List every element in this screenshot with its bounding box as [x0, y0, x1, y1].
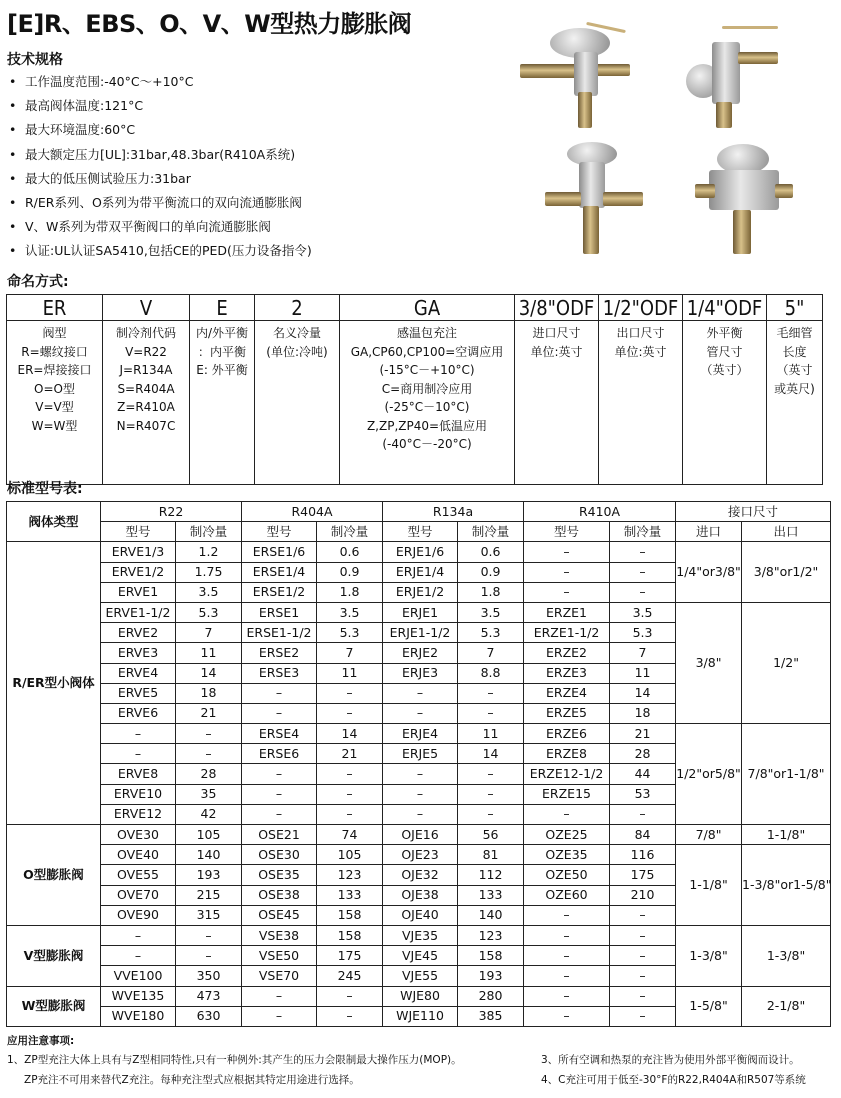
capacity-cell: –: [458, 804, 524, 824]
model-cell: –: [242, 764, 317, 784]
model-cell: ERSE1/4: [242, 562, 317, 582]
inlet-size-cell: 7/8": [676, 825, 742, 845]
capacity-cell: –: [458, 764, 524, 784]
model-cell: ERZE15: [524, 784, 610, 804]
capacity-cell: 215: [176, 885, 242, 905]
inlet-size-cell: 1/2"or5/8": [676, 724, 742, 825]
capacity-cell: 18: [176, 683, 242, 703]
model-cell: VJE55: [383, 966, 458, 986]
model-cell: ERSE1/2: [242, 582, 317, 602]
note-1-continued: ZP充注不可用来替代Z充注。每种充注型式应根据其特定用途进行选择。: [24, 1074, 360, 1086]
capacity-cell: 14: [176, 663, 242, 683]
capacity-cell: 3.5: [317, 602, 383, 622]
model-cell: ERVE2: [101, 623, 176, 643]
spec-item: • 认证:UL认证SA5410,包括CE的PED(压力设备指令): [7, 239, 512, 263]
capacity-cell: –: [458, 703, 524, 723]
capacity-cell: –: [610, 562, 676, 582]
capacity-cell: –: [317, 683, 383, 703]
naming-desc: 阀型 R=螺纹接口 ER=焊接接口 O=O型 V=V型 W=W型: [17, 326, 92, 433]
spec-item: • 最高阀体温度:121°C: [7, 94, 512, 118]
model-cell: WVE180: [101, 1006, 176, 1026]
specs-list: [7, 70, 512, 264]
capacity-cell: 35: [176, 784, 242, 804]
naming-code: 5": [767, 295, 823, 321]
capacity-cell: 315: [176, 905, 242, 925]
model-cell: ERZE5: [524, 703, 610, 723]
capacity-cell: 140: [176, 845, 242, 865]
model-cell: –: [524, 986, 610, 1006]
model-cell: ERJE1/2: [383, 582, 458, 602]
capacity-cell: 56: [458, 825, 524, 845]
naming-desc: 感温包充注 GA,CP60,CP100=空调应用 (-15°C－+10°C) C=商用制冷应用 (-25°C－10°C) Z,ZP,ZP40=低温应用 (-40°C－-20°C): [350, 326, 504, 451]
capacity-cell: 3.5: [610, 602, 676, 622]
inlet-size-cell: 3/8": [676, 602, 742, 723]
model-cell: ERZE1: [524, 602, 610, 622]
model-cell: OSE45: [242, 905, 317, 925]
capacity-cell: 7: [610, 643, 676, 663]
model-cell: OSE21: [242, 825, 317, 845]
capacity-cell: –: [317, 804, 383, 824]
capacity-cell: –: [610, 582, 676, 602]
naming-code: 2: [255, 295, 340, 321]
capacity-cell: 175: [317, 946, 383, 966]
capacity-cell: –: [458, 683, 524, 703]
capacity-cell: 5.3: [458, 623, 524, 643]
model-cell: ERVE6: [101, 703, 176, 723]
col-model: 型号: [101, 522, 176, 542]
col-capacity: 制冷量: [176, 522, 242, 542]
capacity-cell: 0.6: [458, 542, 524, 562]
outlet-size-cell: 7/8"or1-1/8": [742, 724, 831, 825]
model-cell: ERVE1-1/2: [101, 602, 176, 622]
model-cell: ERJE2: [383, 643, 458, 663]
model-cell: –: [242, 804, 317, 824]
model-cell: ERZE3: [524, 663, 610, 683]
model-cell: OJE40: [383, 905, 458, 925]
spec-item: • 最大环境温度:60°C: [7, 118, 512, 142]
capacity-cell: 0.9: [458, 562, 524, 582]
naming-code: 3/8"ODF: [515, 295, 599, 321]
page-title: [E]R、EBS、O、V、W型热力膨胀阀: [7, 10, 412, 38]
model-cell: –: [524, 966, 610, 986]
capacity-cell: 11: [610, 663, 676, 683]
model-cell: WJE80: [383, 986, 458, 1006]
model-cell: VJE35: [383, 925, 458, 945]
model-cell: ERSE6: [242, 744, 317, 764]
capacity-cell: –: [317, 703, 383, 723]
model-cell: ERVE10: [101, 784, 176, 804]
capacity-cell: 193: [458, 966, 524, 986]
valve-type-cell: R/ER型小阀体: [7, 542, 101, 825]
model-cell: –: [383, 683, 458, 703]
capacity-cell: 3.5: [176, 582, 242, 602]
col-refrigerant: R410A: [524, 502, 676, 522]
model-cell: OJE16: [383, 825, 458, 845]
model-cell: –: [524, 582, 610, 602]
capacity-cell: 123: [317, 865, 383, 885]
model-cell: OZE50: [524, 865, 610, 885]
capacity-cell: 105: [176, 825, 242, 845]
capacity-cell: 74: [317, 825, 383, 845]
capacity-cell: 5.3: [317, 623, 383, 643]
capacity-cell: 7: [458, 643, 524, 663]
model-cell: ERZE1-1/2: [524, 623, 610, 643]
model-cell: OVE70: [101, 885, 176, 905]
capacity-cell: 175: [610, 865, 676, 885]
capacity-cell: 123: [458, 925, 524, 945]
capacity-cell: –: [610, 804, 676, 824]
col-model: 型号: [383, 522, 458, 542]
capacity-cell: 1.8: [458, 582, 524, 602]
capacity-cell: 21: [610, 724, 676, 744]
col-capacity: 制冷量: [458, 522, 524, 542]
model-cell: –: [101, 946, 176, 966]
capacity-cell: 84: [610, 825, 676, 845]
capacity-cell: 1.75: [176, 562, 242, 582]
capacity-cell: 44: [610, 764, 676, 784]
model-cell: ERSE1-1/2: [242, 623, 317, 643]
model-cell: ERSE4: [242, 724, 317, 744]
capacity-cell: 158: [458, 946, 524, 966]
inlet-size-cell: 1/4"or3/8": [676, 542, 742, 603]
specs-heading: 技术规格: [7, 52, 63, 68]
naming-code: E: [190, 295, 255, 321]
model-cell: VJE45: [383, 946, 458, 966]
capacity-cell: 11: [317, 663, 383, 683]
model-cell: –: [524, 562, 610, 582]
model-cell: OJE32: [383, 865, 458, 885]
capacity-cell: –: [317, 986, 383, 1006]
model-cell: –: [242, 784, 317, 804]
model-cell: WVE135: [101, 986, 176, 1006]
model-cell: –: [242, 703, 317, 723]
model-cell: –: [524, 925, 610, 945]
capacity-cell: –: [458, 784, 524, 804]
capacity-cell: 280: [458, 986, 524, 1006]
table-row: [7, 986, 831, 1006]
capacity-cell: 105: [317, 845, 383, 865]
capacity-cell: 1.2: [176, 542, 242, 562]
spec-item: • 最大额定压力[UL]:31bar,48.3bar(R410A系统): [7, 143, 512, 167]
capacity-cell: –: [176, 946, 242, 966]
capacity-cell: 8.8: [458, 663, 524, 683]
model-cell: ERJE1/6: [383, 542, 458, 562]
inlet-size-cell: 1-1/8": [676, 845, 742, 926]
model-cell: ERJE1-1/2: [383, 623, 458, 643]
naming-code: ER: [7, 295, 103, 321]
capacity-cell: –: [176, 724, 242, 744]
model-cell: –: [524, 946, 610, 966]
capacity-cell: –: [176, 744, 242, 764]
model-cell: ERVE1/3: [101, 542, 176, 562]
model-cell: OVE55: [101, 865, 176, 885]
capacity-cell: –: [610, 925, 676, 945]
capacity-cell: 21: [176, 703, 242, 723]
notes-heading: 应用注意事项:: [7, 1035, 75, 1047]
inlet-size-cell: 1-3/8": [676, 925, 742, 986]
col-capacity: 制冷量: [610, 522, 676, 542]
model-cell: OVE30: [101, 825, 176, 845]
capacity-cell: 0.6: [317, 542, 383, 562]
note-3: 3、所有空调和热泵的充注皆为使用外部平衡阀而设计。: [541, 1054, 800, 1066]
model-cell: OJE38: [383, 885, 458, 905]
valve-type-cell: V型膨胀阀: [7, 925, 101, 986]
capacity-cell: 1.8: [317, 582, 383, 602]
valve-type-cell: W型膨胀阀: [7, 986, 101, 1026]
capacity-cell: 7: [176, 623, 242, 643]
valve-photo-4: [695, 140, 795, 258]
table-row: [7, 602, 831, 622]
table-row: [7, 542, 831, 562]
capacity-cell: 14: [458, 744, 524, 764]
outlet-size-cell: 1-3/8": [742, 925, 831, 986]
model-cell: –: [524, 905, 610, 925]
valve-photo-3: [545, 140, 645, 258]
model-cell: OZE60: [524, 885, 610, 905]
capacity-cell: –: [610, 946, 676, 966]
table-row: [7, 724, 831, 744]
model-cell: ERJE5: [383, 744, 458, 764]
model-cell: ERZE12-1/2: [524, 764, 610, 784]
table-row: [7, 845, 831, 865]
capacity-cell: 133: [317, 885, 383, 905]
model-cell: ERZE4: [524, 683, 610, 703]
valve-photo-1: [520, 22, 630, 132]
capacity-cell: 210: [610, 885, 676, 905]
capacity-cell: –: [610, 905, 676, 925]
naming-desc: 名义冷量 (单位:冷吨): [266, 326, 328, 359]
model-cell: OSE38: [242, 885, 317, 905]
model-cell: ERJE4: [383, 724, 458, 744]
capacity-cell: 385: [458, 1006, 524, 1026]
outlet-size-cell: 1-3/8"or1-5/8": [742, 845, 831, 926]
naming-code: V: [103, 295, 190, 321]
capacity-cell: 133: [458, 885, 524, 905]
model-cell: ERSE1: [242, 602, 317, 622]
model-cell: ERJE1: [383, 602, 458, 622]
model-cell: –: [242, 683, 317, 703]
col-outlet: 出口: [742, 522, 831, 542]
col-valve-type: 阀体类型: [7, 502, 101, 542]
model-cell: OSE30: [242, 845, 317, 865]
capacity-cell: 245: [317, 966, 383, 986]
model-cell: ERSE3: [242, 663, 317, 683]
capacity-cell: 473: [176, 986, 242, 1006]
spec-item: • V、W系列为带双平衡阀口的单向流通膨胀阀: [7, 215, 512, 239]
capacity-cell: 81: [458, 845, 524, 865]
col-capacity: 制冷量: [317, 522, 383, 542]
std-heading: 标准型号表:: [7, 481, 83, 497]
model-cell: ERZE2: [524, 643, 610, 663]
naming-desc: 毛细管 长度 （英寸 或英尺): [774, 326, 815, 396]
capacity-cell: –: [176, 925, 242, 945]
model-cell: –: [101, 744, 176, 764]
capacity-cell: 630: [176, 1006, 242, 1026]
model-cell: –: [383, 764, 458, 784]
capacity-cell: –: [317, 784, 383, 804]
note-4: 4、C充注可用于低至-30°F的R22,R404A和R507等系统: [541, 1074, 806, 1086]
capacity-cell: 7: [317, 643, 383, 663]
col-refrigerant: R134a: [383, 502, 524, 522]
capacity-cell: 11: [458, 724, 524, 744]
capacity-cell: 42: [176, 804, 242, 824]
capacity-cell: 193: [176, 865, 242, 885]
capacity-cell: 350: [176, 966, 242, 986]
naming-desc: 进口尺寸 单位:英寸: [530, 326, 583, 359]
col-model: 型号: [242, 522, 317, 542]
outlet-size-cell: 1/2": [742, 602, 831, 723]
naming-desc: 制冷剂代码 V=R22 J=R134A S=R404A Z=R410A N=R407C: [115, 326, 176, 433]
valve-type-cell: O型膨胀阀: [7, 825, 101, 926]
model-cell: –: [383, 784, 458, 804]
model-cell: –: [242, 1006, 317, 1026]
model-cell: OVE40: [101, 845, 176, 865]
col-model: 型号: [524, 522, 610, 542]
model-cell: ERJE1/4: [383, 562, 458, 582]
capacity-cell: –: [317, 764, 383, 784]
outlet-size-cell: 3/8"or1/2": [742, 542, 831, 603]
model-cell: –: [101, 925, 176, 945]
model-cell: OVE90: [101, 905, 176, 925]
model-cell: VSE50: [242, 946, 317, 966]
capacity-cell: 28: [610, 744, 676, 764]
capacity-cell: 3.5: [458, 602, 524, 622]
model-cell: –: [383, 703, 458, 723]
naming-heading: 命名方式:: [7, 274, 69, 290]
model-cell: –: [524, 542, 610, 562]
inlet-size-cell: 1-5/8": [676, 986, 742, 1026]
model-cell: OSE35: [242, 865, 317, 885]
outlet-size-cell: 2-1/8": [742, 986, 831, 1026]
col-refrigerant: R404A: [242, 502, 383, 522]
model-cell: –: [242, 986, 317, 1006]
naming-table: [6, 294, 823, 485]
standard-model-table: [6, 501, 831, 1027]
capacity-cell: 18: [610, 703, 676, 723]
spec-item: • 工作温度范围:-40°C～+10°C: [7, 70, 512, 94]
model-cell: ERZE8: [524, 744, 610, 764]
model-cell: ERSE2: [242, 643, 317, 663]
capacity-cell: –: [610, 542, 676, 562]
capacity-cell: 14: [610, 683, 676, 703]
model-cell: ERVE8: [101, 764, 176, 784]
col-port-size: 接口尺寸: [676, 502, 831, 522]
model-cell: ERSE1/6: [242, 542, 317, 562]
naming-desc: 内/外平衡 ：内平衡 E: 外平衡: [195, 326, 249, 377]
model-cell: ERVE4: [101, 663, 176, 683]
table-row: [7, 925, 831, 945]
note-1: 1、ZP型充注大体上具有与Z型相同特性,只有一种例外:其产生的压力会限制最大操作压力(MOP)。: [7, 1054, 462, 1066]
capacity-cell: 28: [176, 764, 242, 784]
model-cell: OZE35: [524, 845, 610, 865]
model-cell: OJE23: [383, 845, 458, 865]
naming-desc: 出口尺寸 单位:英寸: [614, 326, 667, 359]
table-row: [7, 825, 831, 845]
model-cell: ERJE3: [383, 663, 458, 683]
outlet-size-cell: 1-1/8": [742, 825, 831, 845]
model-cell: –: [101, 724, 176, 744]
capacity-cell: 14: [317, 724, 383, 744]
model-cell: VSE70: [242, 966, 317, 986]
capacity-cell: 140: [458, 905, 524, 925]
model-cell: ERVE5: [101, 683, 176, 703]
spec-item: • 最大的低压侧试验压力:31bar: [7, 167, 512, 191]
capacity-cell: 5.3: [176, 602, 242, 622]
model-cell: WJE110: [383, 1006, 458, 1026]
capacity-cell: –: [317, 1006, 383, 1026]
model-cell: –: [524, 804, 610, 824]
capacity-cell: 53: [610, 784, 676, 804]
model-cell: ERZE6: [524, 724, 610, 744]
capacity-cell: –: [610, 986, 676, 1006]
naming-code: 1/2"ODF: [599, 295, 683, 321]
capacity-cell: 112: [458, 865, 524, 885]
capacity-cell: –: [610, 1006, 676, 1026]
capacity-cell: 158: [317, 905, 383, 925]
model-cell: ERVE1: [101, 582, 176, 602]
naming-code: GA: [340, 295, 515, 321]
col-inlet: 进口: [676, 522, 742, 542]
naming-desc: 外平衡 管尺寸 （英寸）: [700, 326, 749, 377]
model-cell: VSE38: [242, 925, 317, 945]
model-cell: –: [524, 1006, 610, 1026]
capacity-cell: 0.9: [317, 562, 383, 582]
model-cell: ERVE12: [101, 804, 176, 824]
capacity-cell: –: [610, 966, 676, 986]
model-cell: OZE25: [524, 825, 610, 845]
model-cell: ERVE1/2: [101, 562, 176, 582]
capacity-cell: 116: [610, 845, 676, 865]
naming-code: 1/4"ODF: [683, 295, 767, 321]
col-refrigerant: R22: [101, 502, 242, 522]
model-cell: –: [383, 804, 458, 824]
capacity-cell: 5.3: [610, 623, 676, 643]
spec-item: • R/ER系列、O系列为带平衡流口的双向流通膨胀阀: [7, 191, 512, 215]
valve-photo-2: [682, 20, 782, 130]
capacity-cell: 21: [317, 744, 383, 764]
capacity-cell: 11: [176, 643, 242, 663]
model-cell: VVE100: [101, 966, 176, 986]
model-cell: ERVE3: [101, 643, 176, 663]
capacity-cell: 158: [317, 925, 383, 945]
